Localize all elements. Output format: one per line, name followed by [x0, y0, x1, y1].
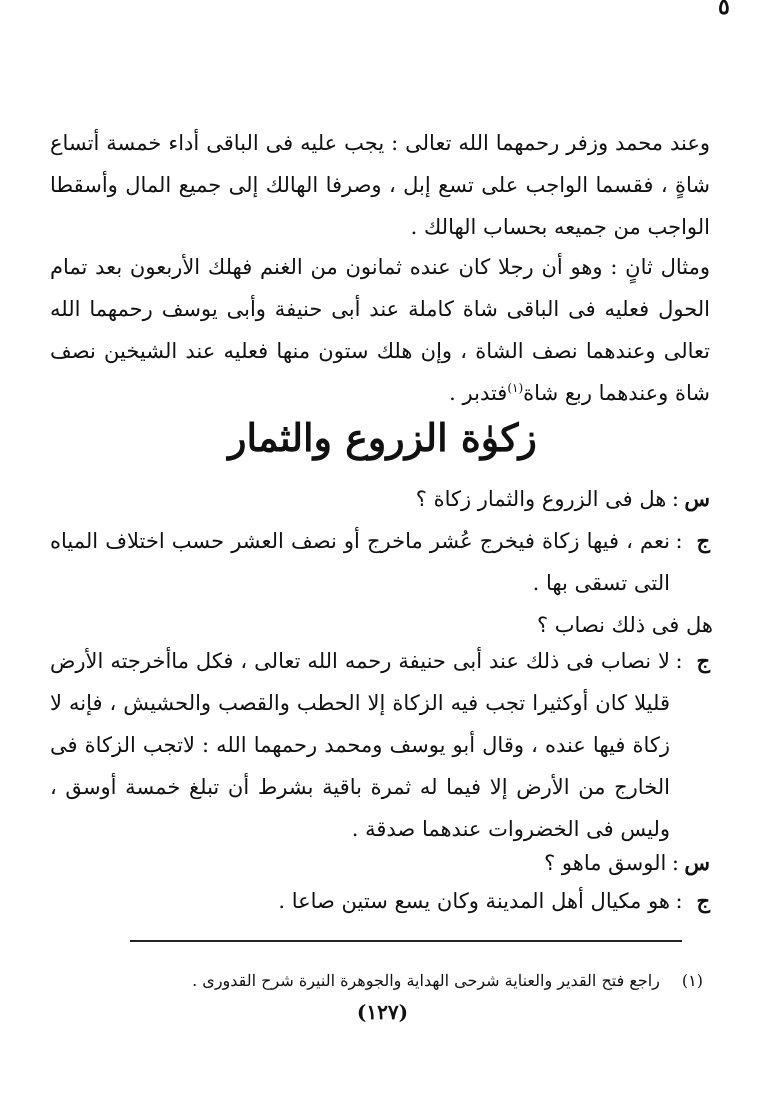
section-title: زكوٰة الزروع والثمار	[228, 415, 537, 460]
footnote-reference: (١)	[507, 381, 524, 395]
paragraph-example-end: فتدبر .	[449, 381, 508, 405]
separator: :	[675, 529, 683, 553]
footnote-text: راجع فتح القدير والعناية شرحى الهداية والجوهرة النيرة شرح القدورى .	[192, 971, 660, 990]
answer-1	[50, 520, 710, 604]
answer-2	[50, 640, 710, 850]
answer-mark-label: ج	[696, 648, 710, 673]
separator: :	[675, 649, 683, 673]
separator: :	[671, 851, 679, 875]
answer-text: هو مكيال أهل المدينة وكان يسع ستين صاعا .	[278, 889, 670, 913]
question-3	[50, 842, 710, 884]
separator: :	[675, 889, 683, 913]
question-text: هل فى الزروع والثمار زكاة ؟	[415, 487, 667, 511]
question-text: الوسق ماهو ؟	[544, 851, 667, 875]
answer-mark-label: ج	[696, 528, 710, 553]
question-text: هل فى ذلك نصاب ؟	[536, 613, 713, 637]
answer-text: نعم ، فيها زكاة فيخرج عُشر ماخرج أو نصف العشر حسب اختلاف المياه التى تسقى بها .	[50, 529, 670, 595]
question-mark-label: س	[684, 850, 710, 875]
question-1	[50, 478, 710, 520]
answer-text: لا نصاب فى ذلك عند أبى حنيفة رحمه الله تعالى ، فكل ماأخرجته الأرض قليلا كان أوكثيرا تجب فيه الزكاة إلا الحطب والقصب والحشيش ، فإنه لا زكاة فيها عنده ، وقال أبو يوسف ومحمد رحمهما الله : لاتجب الزكاة فى الخارج من الأرض إلا فيما له ثمرة باقية بشرط أن تبلغ خمسة أوسق ، وليس فى الخضروات عندهما صدقة .	[50, 649, 670, 841]
footnote	[53, 968, 703, 994]
page-number: (١٢٧)	[356, 1000, 409, 1024]
separator: :	[671, 487, 679, 511]
paragraph-example	[50, 246, 710, 414]
footnote-divider	[130, 940, 682, 942]
paragraph-intro: وعند محمد وزفر رحمهما الله تعالى : يجب عليه فى الباقى أداء خمسة أتساع شاةٍ ، فقسما الواجب على تسع إبل ، وصرفا الهالك إلى جميع المال وأسقطا الواجب من جميعه بحساب الهالك .	[50, 131, 710, 239]
footnote-number: (١)	[681, 971, 703, 990]
question-mark-label: س	[684, 486, 710, 511]
paragraph-example-text: ومثال ثانٍ : وهو أن رجلا كان عنده ثمانون من الغنم فهلك الأربعون بعد تمام الحول فعليه فى الباقى شاة كاملة عند أبى حنيفة وأبى يوسف رحمهما الله تعالى وعندهما نصف الشاة ، وإن هلك ستون منها فعليه عند الشيخين نصف شاة وعندهما ربع شاة	[50, 255, 710, 405]
answer-3	[50, 880, 710, 922]
page-corner-mark: ٥	[718, 0, 730, 20]
answer-mark-label: ج	[696, 888, 710, 913]
